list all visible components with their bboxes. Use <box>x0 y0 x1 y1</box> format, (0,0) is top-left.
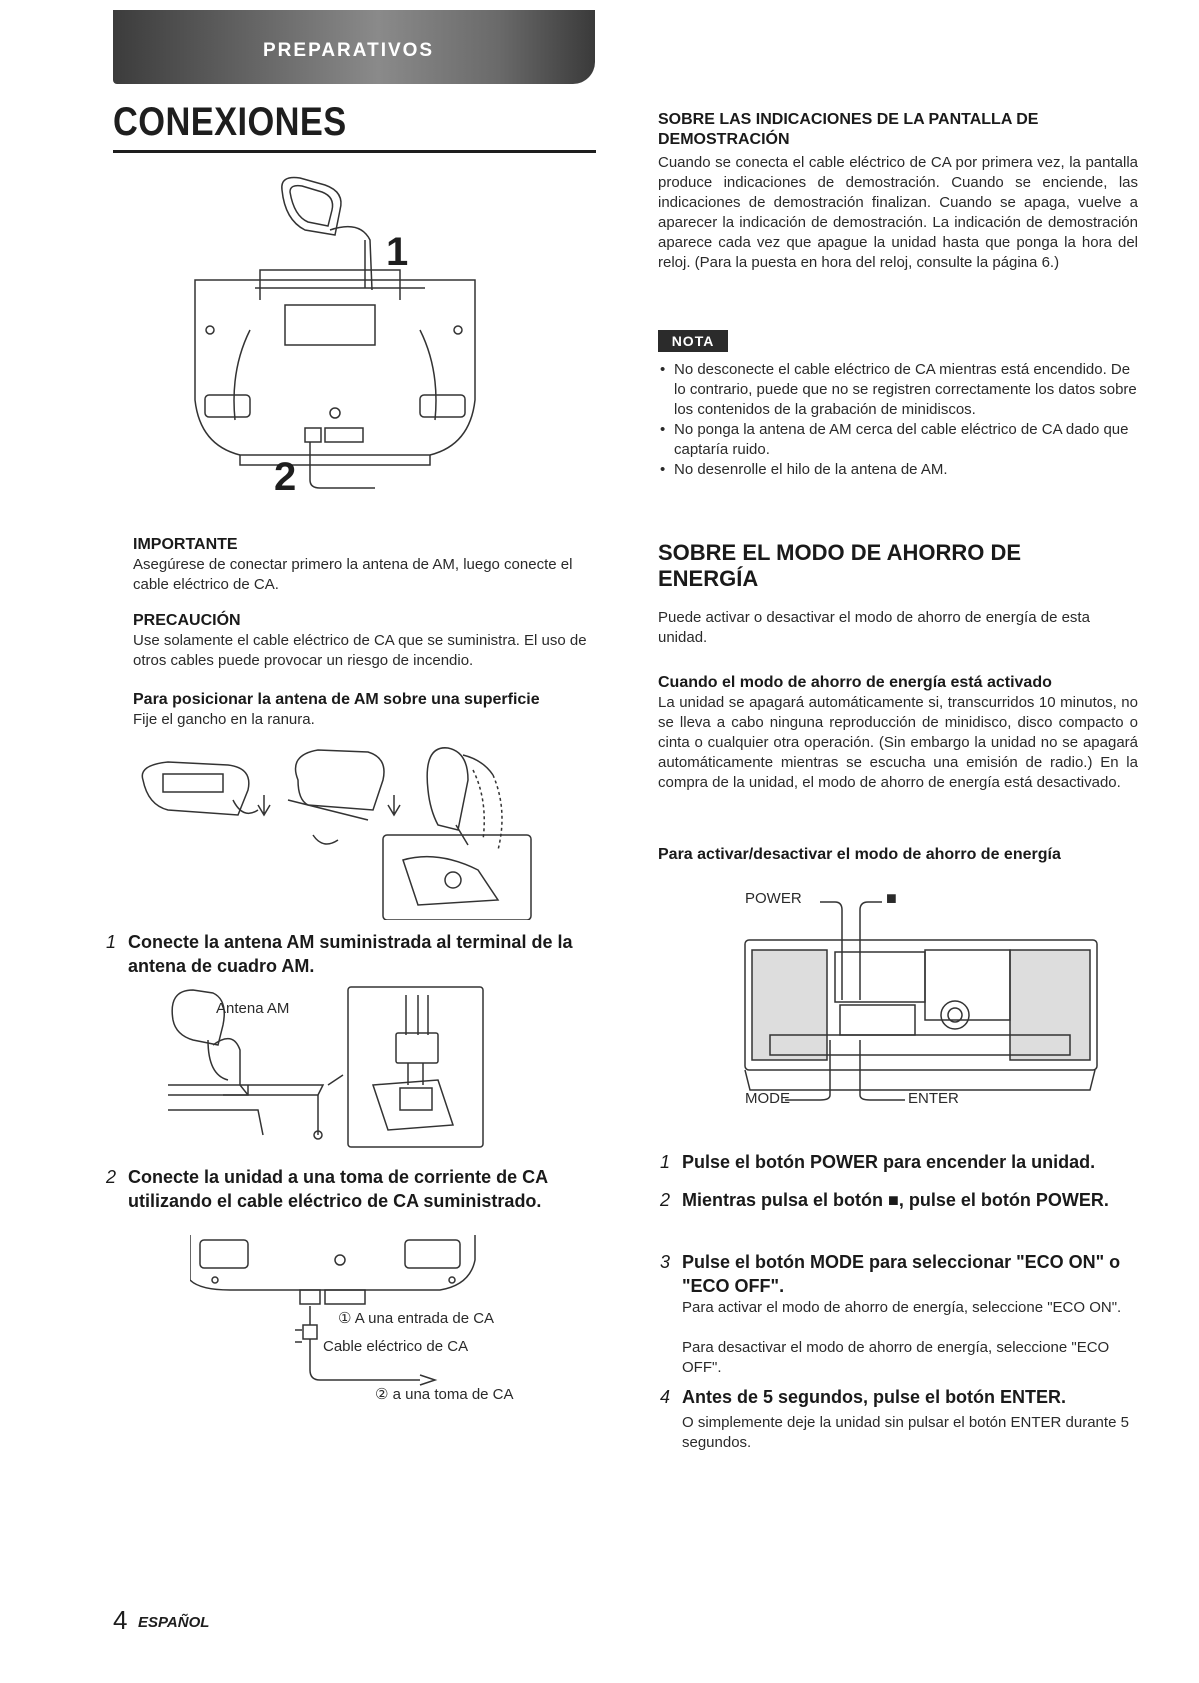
step3-note-off: Para desactivar el modo de ahorro de energía, seleccione "ECO OFF". <box>682 1339 1110 1376</box>
figure-power-cable <box>190 1230 590 1420</box>
right-step-2 <box>660 1188 1152 1212</box>
step4-note: O simplemente deje la unidad sin pulsar el botón ENTER durante 5 segundos. <box>682 1414 1129 1451</box>
power-label-2: ② a una toma de CA <box>375 1386 514 1403</box>
antenna-label: Antena AM <box>216 1000 290 1017</box>
power-label-1: ① A una entrada de CA <box>338 1310 495 1327</box>
nota-list <box>660 360 1140 480</box>
left-step-1 <box>106 930 598 978</box>
eco-intro: Puede activar o desactivar el modo de ahorro de energía de esta unidad. <box>658 609 1090 646</box>
demo-text: Cuando se conecta el cable eléctrico de CA por primera vez, la pantalla produce indicaciones de demostración. Cuando se enciende, las indicaciones de demostración finalizan. Cuando se apaga, vuelve a aparecer la indicación de demostración. La indicación de demostración aparece cada vez que apague la unidad hasta que ponga la hora del reloj. (Para la puesta en hora del reloj, consulte la página 6.) <box>658 154 1138 271</box>
figure-device-front <box>740 890 1100 1130</box>
left-step-2-text: Conecte la unidad a una toma de corriente de CA utilizando el cable eléctrico de CA suministrado. <box>128 1167 548 1211</box>
nota-badge: NOTA <box>658 330 728 352</box>
surface-heading: Para posicionar la antena de AM sobre una superficie <box>133 691 540 708</box>
footer-language: ESPAÑOL <box>138 1614 210 1631</box>
eco-active-heading: Cuando el modo de ahorro de energía está activado <box>658 674 1052 691</box>
device-enter-label: ENTER <box>908 1090 959 1107</box>
left-step-1-text: Conecte la antena AM suministrada al terminal de la antena de cuadro AM. <box>128 932 573 976</box>
eco-title: SOBRE EL MODO DE AHORRO DE ENERGÍA <box>658 540 1022 591</box>
right-step-3-number: 3 <box>660 1252 671 1272</box>
nota-item: • No desenrolle el hilo de la antena de AM. <box>660 460 1140 480</box>
section-label: PREPARATIVOS <box>263 40 435 61</box>
device-mode-label: MODE <box>745 1090 790 1107</box>
left-step-2 <box>106 1165 603 1213</box>
importante-text: Asegúrese de conectar primero la antena de AM, luego conecte el cable eléctrico de CA. <box>133 556 573 593</box>
right-step-4-number: 4 <box>660 1387 671 1407</box>
figure-unit-back <box>190 170 480 500</box>
surface-text: Fije el gancho en la ranura. <box>133 711 315 728</box>
right-step-4 <box>660 1385 1152 1409</box>
left-step-1-number: 1 <box>106 932 117 952</box>
figure-antenna-positioning <box>138 740 588 920</box>
nota-item: • No desconecte el cable eléctrico de CA mientras está encendido. De lo contrario, puede que no se registren correctamente los datos sobre los contenidos de la grabación de minidiscos. <box>660 360 1140 420</box>
eco-active-text: La unidad se apagará automáticamente si, transcurridos 10 minutos, no se lleva a cabo ninguna reproducción de minidisco, disco compacto o cinta o cualquier otra operación. (Sin embargo la unidad no se apagará automáticamente mientras se escucha una emisión de radio.) En la compra de la unidad, el modo de ahorro de energía está desactivado. <box>658 694 1138 791</box>
device-power-label: POWER <box>745 890 802 907</box>
power-label-cable: Cable eléctrico de CA <box>323 1338 469 1355</box>
demo-heading: SOBRE LAS INDICACIONES DE LA PANTALLA DE DEMOSTRACIÓN <box>658 111 1039 148</box>
right-step-3 <box>660 1250 1152 1298</box>
page-number: 4 <box>113 1605 128 1635</box>
right-step-3-text: Pulse el botón MODE para seleccionar "ECO ON" o "ECO OFF". <box>682 1252 1121 1296</box>
eco-toggle-heading: Para activar/desactivar el modo de ahorro de energía <box>658 846 1061 863</box>
title-rule <box>113 150 596 153</box>
section-banner <box>113 10 595 84</box>
right-step-1 <box>660 1150 1152 1174</box>
precaucion-heading: PRECAUCIÓN <box>133 612 241 629</box>
importante-heading: IMPORTANTE <box>133 536 238 553</box>
callout-2: 2 <box>274 455 297 499</box>
device-stop-label: ■ <box>886 888 897 908</box>
right-step-2-text: Mientras pulsa el botón ■, pulse el botón POWER. <box>682 1190 1109 1210</box>
nota-item: • No ponga la antena de AM cerca del cable eléctrico de CA dado que captaría ruido. <box>660 420 1140 460</box>
right-step-2-number: 2 <box>660 1190 671 1210</box>
figure-antenna-terminal <box>168 985 488 1150</box>
step3-note-on: Para activar el modo de ahorro de energía, seleccione "ECO ON". <box>682 1299 1122 1316</box>
right-step-1-text: Pulse el botón POWER para encender la unidad. <box>682 1152 1096 1172</box>
page-title: CONEXIONES <box>113 100 347 144</box>
right-step-4-text: Antes de 5 segundos, pulse el botón ENTER. <box>682 1387 1067 1407</box>
callout-1: 1 <box>386 230 409 274</box>
right-step-1-number: 1 <box>660 1152 671 1172</box>
left-step-2-number: 2 <box>106 1167 117 1187</box>
precaucion-text: Use solamente el cable eléctrico de CA que se suministra. El uso de otros cables puede provocar un riesgo de incendio. <box>133 632 587 669</box>
